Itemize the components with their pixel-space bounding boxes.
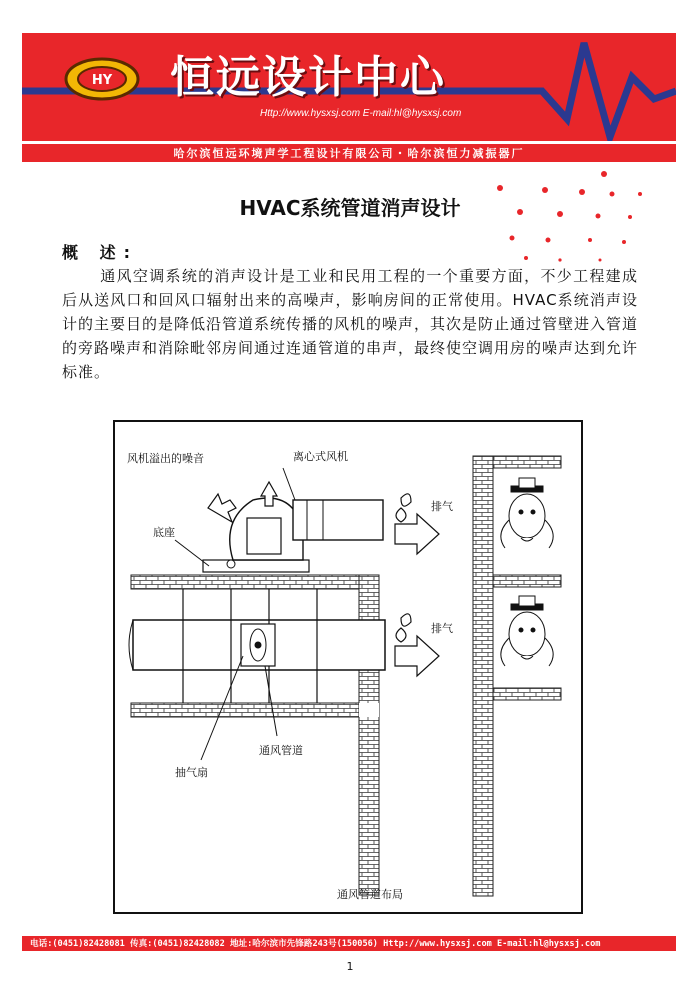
upper-floor-slab [131,575,379,589]
inline-exhaust-fan [241,624,275,666]
logo-text: HY [91,73,113,88]
lower-floor-slab [131,703,359,717]
label-fan-noise: 风机溢出的噪音 [127,452,204,465]
right-top-slab [493,456,561,468]
label-exhaust-bottom: 排气 [431,622,453,635]
label-centrifugal-fan: 离心式风机 [293,450,348,463]
duct-layout-figure [113,420,583,914]
fan-base [203,560,309,572]
page-number: 1 [346,960,354,973]
label-exhaust-top: 排气 [431,500,453,513]
label-base: 底座 [153,526,175,539]
banner-contact: Http://www.hysxsj.com E-mail:hl@hysxsj.com [260,108,462,119]
label-duct: 通风管道 [259,744,303,757]
company-names: 哈尔滨恒远环境声学工程设计有限公司・哈尔滨恒力减振器厂 [173,147,525,160]
header-banner [22,33,676,141]
label-exhaust-fan: 抽气扇 [175,766,208,779]
document-title: HVAC系统管道消声设计 [239,196,461,220]
company-logo [64,57,140,101]
intro-paragraph-text: 通风空调系统的消声设计是工业和民用工程的一个重要方面，不少工程建成后从送风口和回风口辐射出来的高噪声，影响房间的正常使用。HVAC系统消声设计的主要目的是降低沿管道系统传播的风机的噪声，其次是防止通过管壁进入管道的旁路噪声和消除毗邻房间通过连通管道的串声，最终使空调用房的噪声达到允许标准。 [62,267,639,381]
footer-bar [22,936,676,951]
footer-contact: 电话:(0451)82428081 传真:(0451)82428082 地址:哈尔滨市先锋路243号(150056) Http://www.hysxsj.com E-mail:hl@hysxsj.com [30,939,601,949]
banner-title: 恒远设计中心 [170,52,446,103]
section-heading: 概 述: [62,243,138,262]
intro-paragraph [62,264,638,384]
right-wall [473,456,493,896]
figure-caption: 通风管道布局 [337,888,403,901]
right-mid-slab [493,575,561,587]
right-low-slab [493,688,561,700]
